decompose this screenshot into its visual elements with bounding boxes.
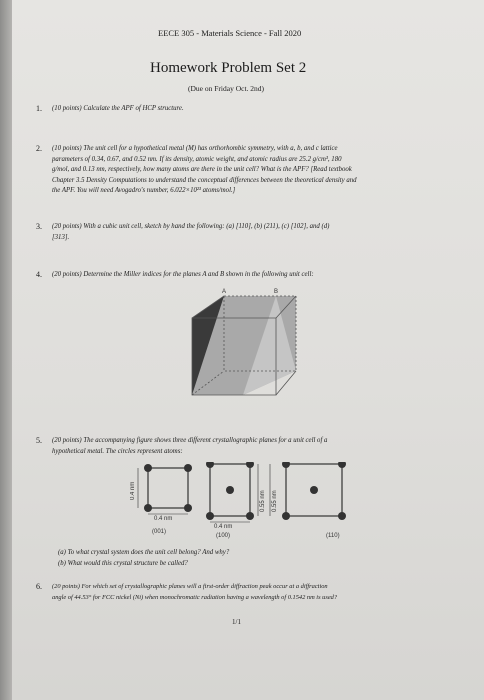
plane-label-b: B bbox=[274, 289, 279, 295]
problem-2-number: 2. bbox=[36, 144, 42, 153]
page-number: 1/1 bbox=[232, 618, 241, 626]
dim-04-horizontal-1: 0.4 nm bbox=[154, 516, 173, 522]
unit-cell-figure bbox=[180, 285, 308, 410]
problem-5-text: (20 points) The accompanying figure shows three different crystallographic planes for a unit cell of a hypothetical metal. The circles represent atoms: bbox=[52, 437, 328, 455]
problem-5-number: 5. bbox=[36, 436, 42, 445]
problem-3-text: (20 points) With a cubic unit cell, sketch by hand the following: (a) [110], (b) (211), (c) [102], and (d) [313]. bbox=[52, 223, 330, 241]
dim-055-1: 0.55 nm bbox=[260, 490, 266, 512]
plane-label-100: (100) bbox=[216, 533, 231, 539]
page-title: Homework Problem Set 2 bbox=[150, 60, 307, 76]
problem-4-number: 4. bbox=[36, 270, 42, 279]
problem-1-text: (10 points) Calculate the APF of HCP structure. bbox=[52, 105, 184, 112]
problem-1-number: 1. bbox=[36, 104, 42, 113]
due-date: (Due on Friday Oct. 2nd) bbox=[188, 84, 265, 93]
problem-5-subquestions: (a) To what crystal system does the unit cell belong? And why? (b) What would this crystal structure be called? bbox=[58, 549, 230, 567]
problem-6-text: (20 points) For which set of crystallographic planes will a first-order diffraction peak occur at a diffraction angle of 44.53° for FCC nickel (Ni) when monochromatic radiation having a wavelength of 0.1542 nm is used? bbox=[52, 583, 338, 601]
plane-label-a: A bbox=[222, 289, 227, 295]
plane-110 bbox=[270, 462, 346, 539]
plane-label-001: (001) bbox=[152, 529, 167, 535]
problem-6-number: 6. bbox=[36, 582, 42, 591]
dim-04-horizontal-2: 0.4 nm bbox=[214, 524, 233, 530]
plane-100 bbox=[206, 462, 266, 539]
crystal-planes-figure bbox=[130, 462, 380, 542]
problem-2-text: (10 points) The unit cell for a hypothetical metal (M) has orthorhombic symmetry, with a, b, and c lattice parameters of 0.34, 0.67, and 0.52 nm. If its density, atomic weight, and atomic radius are 25.2 g/cm³, 180 g/mol, and 0.13 nm, respectively, how many atoms are there in the unit cell? What is the APF? [Read textbook Chapter 3.5 Density Computations to understand the conceptual differences between the theoretical density and the APF. You will need Avogadro's number, 6.022×10²³ atoms/mol.] bbox=[52, 145, 357, 194]
dim-04-vertical: 0.4 nm bbox=[130, 481, 136, 500]
plane-001 bbox=[130, 464, 192, 535]
problem-4-text: (20 points) Determine the Miller indices for the planes A and B shown in the following unit cell: bbox=[52, 271, 314, 278]
plane-label-110: (110) bbox=[326, 533, 340, 539]
dim-055-2: 0.55 nm bbox=[272, 490, 278, 512]
problem-3-number: 3. bbox=[36, 222, 42, 231]
course-header: EECE 305 - Materials Science - Fall 2020 bbox=[158, 28, 302, 38]
